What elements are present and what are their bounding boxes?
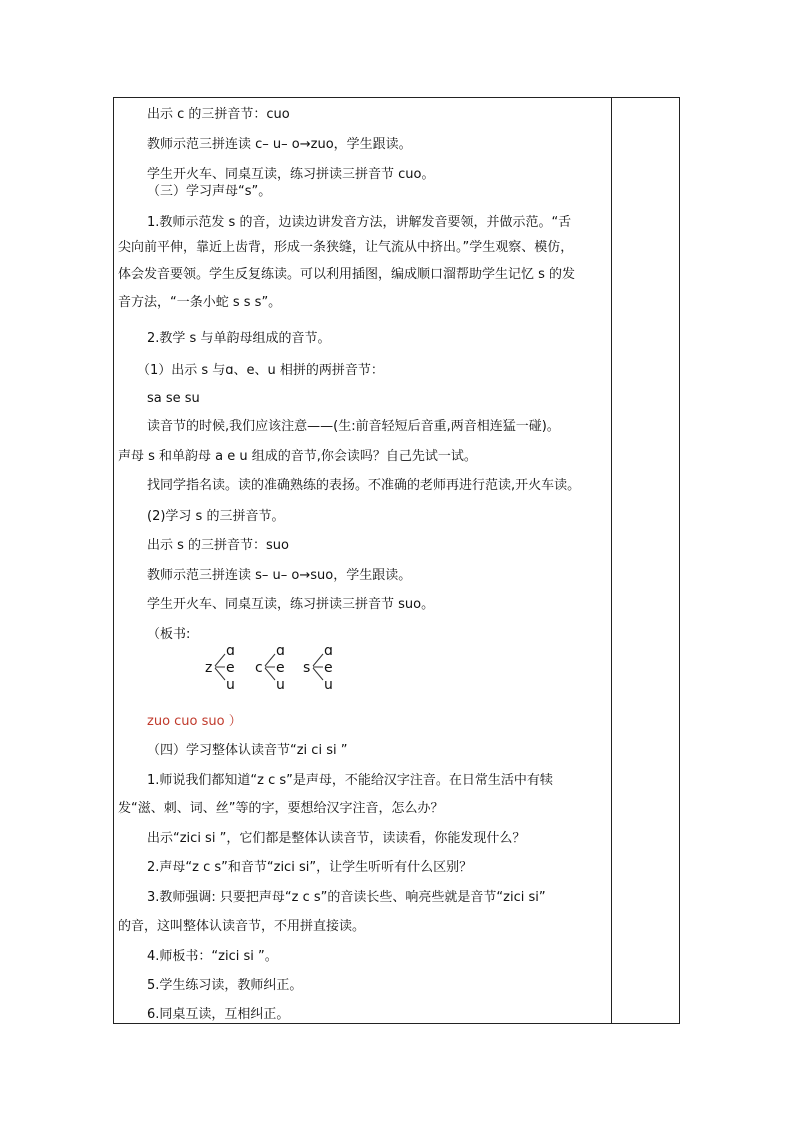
final-a: ɑ xyxy=(226,643,235,659)
text-line: 5.学生练习读，教师纠正。 xyxy=(147,978,303,993)
text-line: 尖向前平伸，靠近上齿背，形成一条狭缝，让气流从中挤出。”学生观察、模仿， xyxy=(118,240,574,255)
final-e: e xyxy=(226,660,235,676)
board-syllables: zuo cuo suo ） xyxy=(147,714,242,729)
final-e: e xyxy=(324,660,333,676)
text-line: 6.同桌互读，互相纠正。 xyxy=(147,1007,290,1022)
text-line: 体会发音要领。学生反复练读。可以利用插图，编成顺口溜帮助学生记忆 s 的发 xyxy=(118,267,576,282)
final-e: e xyxy=(276,660,285,676)
text-line: 的音，这叫整体认读音节，不用拼直接读。 xyxy=(118,919,366,934)
text-line: 1.师说我们都知道“z c s”是声母，不能给汉字注音。在日常生活中有犊 xyxy=(147,773,553,788)
final-u: u xyxy=(276,677,285,692)
final-u: u xyxy=(324,677,333,692)
text-line: 出示“zici si ”，它们都是整体认读音节，读读看，你能发现什么？ xyxy=(147,831,526,846)
text-line: (2)学习 s 的三拼音节。 xyxy=(147,509,285,524)
text-line: 学生开火车、同桌互读，练习拼读三拼音节 suo。 xyxy=(147,597,435,612)
text-line: 1.教师示范发 s 的音，边读边讲发音方法，讲解发音要领，并做示范。“舌 xyxy=(147,215,572,230)
text-line: 2.声母“z c s”和音节“zici si”，让学生听听有什么区别？ xyxy=(147,860,473,875)
final-a: ɑ xyxy=(276,643,285,659)
final-a: ɑ xyxy=(324,643,333,659)
section-heading: （四）学习整体认读音节“zi ci si ” xyxy=(147,743,348,758)
text-line: 学生开火车、同桌互读，练习拼读三拼音节 cuo。 xyxy=(147,167,435,182)
pinyin-combination-diagram xyxy=(200,642,340,692)
text-line: 声母 s 和单韵母 a e u 组成的音节,你会读吗？自己先试一试。 xyxy=(118,449,477,464)
text-line: 发“滋、刺、词、丝”等的字，要想给汉字注音，怎么办？ xyxy=(118,801,444,816)
text-line: 教师示范三拼连读 s– u– o→suo，学生跟读。 xyxy=(147,568,412,583)
initial-z: z xyxy=(205,660,213,676)
text-line: 出示 c 的三拼音节：cuo xyxy=(147,107,290,122)
text-line: sa se su xyxy=(147,391,200,406)
text-line: 4.师板书：“zici si ”。 xyxy=(147,949,278,964)
text-line: （1）出示 s 与ɑ、e、u 相拼的两拼音节： xyxy=(137,363,384,378)
final-u: u xyxy=(226,677,235,692)
text-line: 读音节的时候,我们应该注意——(生:前音轻短后音重,两音相连猛一碰)。 xyxy=(147,419,560,434)
initial-s: s xyxy=(303,660,311,676)
text-line: 2.教学 s 与单韵母组成的音节。 xyxy=(147,331,331,346)
initial-c: c xyxy=(255,660,263,676)
lesson-table xyxy=(113,97,680,1024)
text-line: 音方法，“一条小蛇 s s s”。 xyxy=(118,295,282,310)
text-line: 找同学指名读。读的准确熟练的表扬。不准确的老师再进行范读,开火车读。 xyxy=(147,478,581,493)
text-line: 教师示范三拼连读 c– u– o→zuo，学生跟读。 xyxy=(147,137,412,152)
text-line: 出示 s 的三拼音节：suo xyxy=(147,538,290,553)
text-line: （板书: xyxy=(147,627,191,642)
table-column-divider xyxy=(611,97,612,1024)
text-line: 3.教师强调: 只要把声母“z c s”的音读长些、响亮些就是音节“zici si” xyxy=(147,890,546,905)
section-heading: （三）学习声母“s”。 xyxy=(147,184,272,199)
